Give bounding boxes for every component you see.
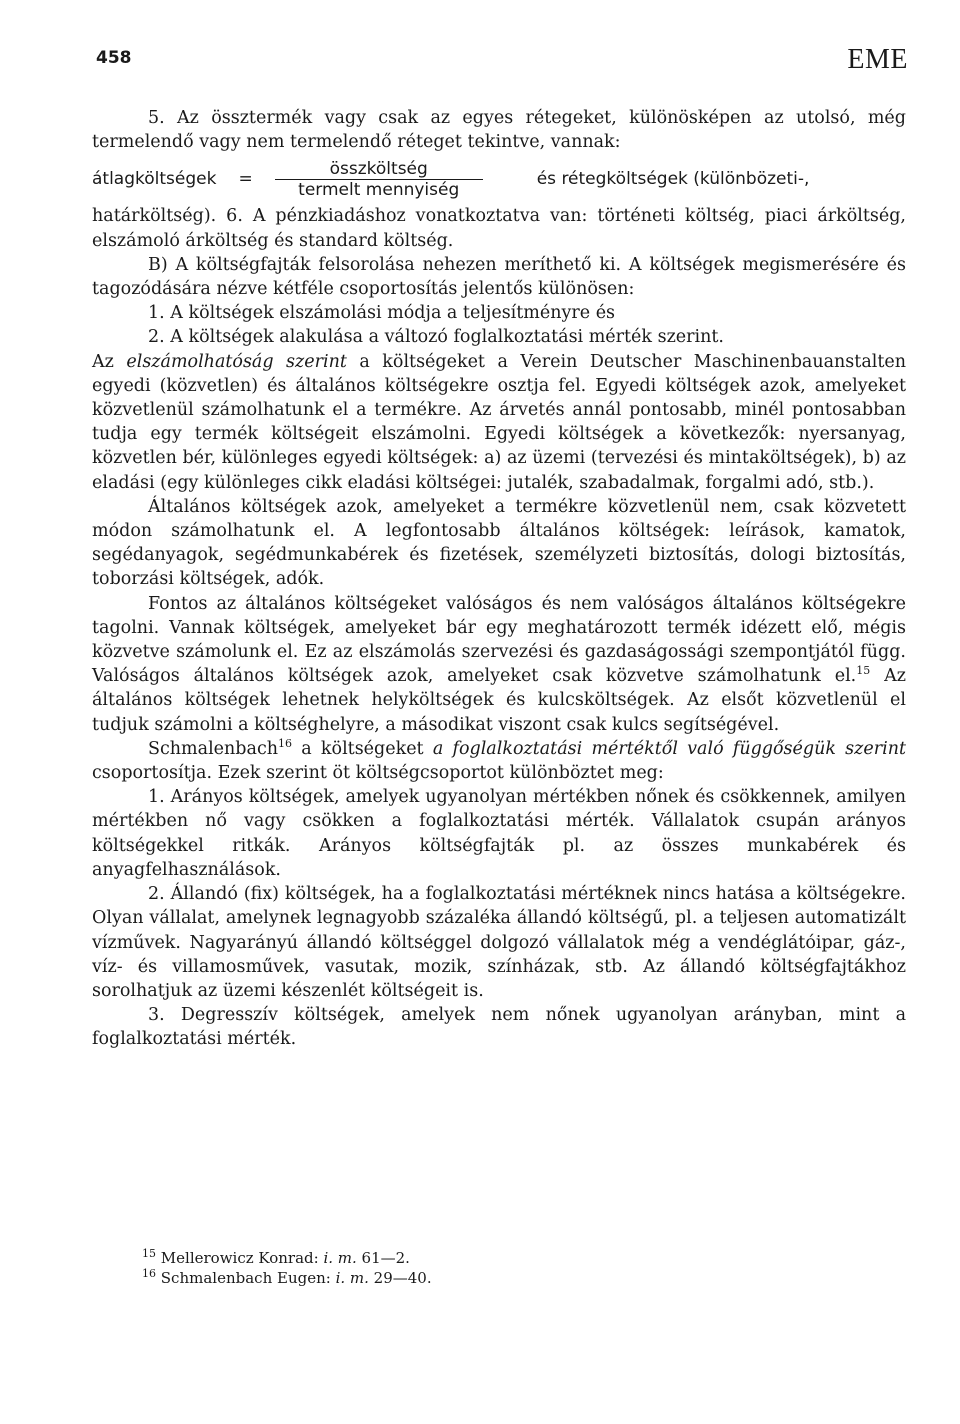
footnote-author: Schmalenbach Eugen: [160, 1269, 336, 1287]
footnote-number: 16 [142, 1267, 156, 1280]
schmalenbach-name: Schmalenbach [148, 738, 279, 759]
footnote-15 [142, 1248, 742, 1268]
place-key-text: Az általános költségek lehetnek helyköltségek és kulcsköltségek. Az elsőt közvetlenül el tudjuk számolni a költséghelyre, a másodikat viszont csak kulcs segítségével. [92, 666, 906, 735]
list-item-1: 1. A költségek elszámolási módja a teljesítményre és [148, 303, 616, 324]
schmalenbach-mid: a költségeket [292, 738, 433, 759]
formula-numerator: összköltség [329, 158, 428, 179]
paragraph-verein [92, 350, 906, 495]
verein-pre: Az [92, 351, 127, 372]
footnote-ref: i. m. [335, 1269, 369, 1287]
real-general-text: Fontos az általános költségeket valóságos és nem valóságos általános költségekre tagolni. Vannak költségek, amelyeket bár egy meghatározott termék idézett elő, mégis közvetve számolunk el. Ez az elszámolás szervezési és gazdaságossági szempontjától függ. Valóságos általános költségek azok, amelyeket csak közvetve számolhatunk el. [92, 593, 906, 687]
footnote-16 [142, 1268, 742, 1288]
body-text [92, 106, 906, 1052]
formula-fraction [275, 159, 483, 200]
footnote-ref-15: 15 [856, 664, 871, 678]
footnote-ref: i. m. [323, 1249, 357, 1267]
verein-italic: elszámolhatóság szerint [126, 351, 347, 372]
group-fixed: 2. Állandó (fix) költségek, ha a foglalkoztatási mértéknek nincs hatása a költségekre. Olyan vállalat, amelynek legnagyobb százaléka állandó költségű, pl. a teljesen automatizált vízművek. Nagyarányú állandó költséggel dolgozó vállalatok még a vendéglátóipar, gáz-, víz- és villamosművek, vasutak, mozik, színházak, stb. Az állandó költségfajtákhoz sorolhatjuk az üzemi készenlét költségeit is. [92, 884, 906, 1001]
average-cost-formula [92, 154, 906, 204]
formula-equals: = [238, 169, 253, 190]
list-item-2: 2. A költségek alakulása a változó foglalkoztatási mérték szerint. [148, 327, 724, 348]
footnote-author: Mellerowicz Konrad: [160, 1249, 324, 1267]
paragraph-5: 5. Az össztermék vagy csak az egyes rétegeket, különösképen az utolsó, még termelendő vagy nem termelendő réteget tekintve, vannak: [92, 108, 906, 153]
running-head: EME [847, 44, 908, 75]
footnote-pages: 29—40. [368, 1269, 432, 1287]
paragraph-schmalenbach [92, 737, 906, 785]
formula-denominator: termelt mennyiség [298, 179, 460, 200]
verein-post: a költségeket a Verein Deutscher Maschinenbauanstalten egyedi (közvetlen) és általános költségekre osztja fel. Egyedi költségek azok, amelyeket közvetlenül számolhatunk el a termékre. Az árvetés annál pontosabb, minél pontosabban tudja egy termék költségeit elszámolni. Egyedi költségek a következők: nyersanyag, közvetlen bér, különleges egyedi költségek: a) az üzemi (tervezési és mintaköltségek), b) az eladási (egy különleges cikk eladási költségei: jutalék, szabadalmak, forgalmi adó, stb.). [92, 351, 907, 493]
paragraph-real-general [92, 592, 906, 737]
footnote-ref-16: 16 [278, 737, 293, 751]
footnote-number: 15 [142, 1247, 156, 1260]
formula-rhs: és rétegköltségek (különbözeti-, [536, 169, 810, 190]
formula-lhs: átlagköltségek [92, 169, 217, 190]
group-degressive: 3. Degresszív költségek, amelyek nem nőnek ugyanolyan arányban, mint a foglalkoztatási mérték. [92, 1005, 906, 1050]
page-number: 458 [96, 48, 132, 68]
paragraph-general-costs: Általános költségek azok, amelyeket a termékre közvetlenül nem, csak közvetett módon számolhatunk el. A legfontosabb általános költségek: leírások, kamatok, segédanyagok, segédmunkabérek és fizetések, személyzeti biztosítás, dologi biztosítás, toborzási költségek, adók. [92, 496, 906, 590]
paragraph-6: határköltség). 6. A pénzkiadáshoz vonatkoztatva van: történeti költség, piaci árköltség, elszámoló árköltség és standard költség. [92, 206, 906, 251]
footnotes [142, 1248, 742, 1288]
schmalenbach-italic: a foglalkoztatási mértéktől való függőségük szerint [432, 738, 906, 759]
footnote-pages: 61—2. [356, 1249, 410, 1267]
page-header [0, 44, 960, 76]
paragraph-b: B) A költségfajták felsorolása nehezen meríthető ki. A költségek megismerésére és tagozódására nézve kétféle csoportosítás jelentős különösen: [92, 254, 906, 300]
group-proportional: 1. Arányos költségek, amelyek ugyanolyan mértékben nőnek és csökkennek, amilyen mértékben nő vagy csökken a foglalkoztatási mérték. Vállalatok csupán arányos költségekkel ritkák. Arányos költségfajták pl. az összes munkabérek és anyagfelhasználások. [92, 787, 906, 880]
schmalenbach-post: csoportosítja. Ezek szerint öt költségcsoportot különböztet meg: [92, 763, 664, 784]
